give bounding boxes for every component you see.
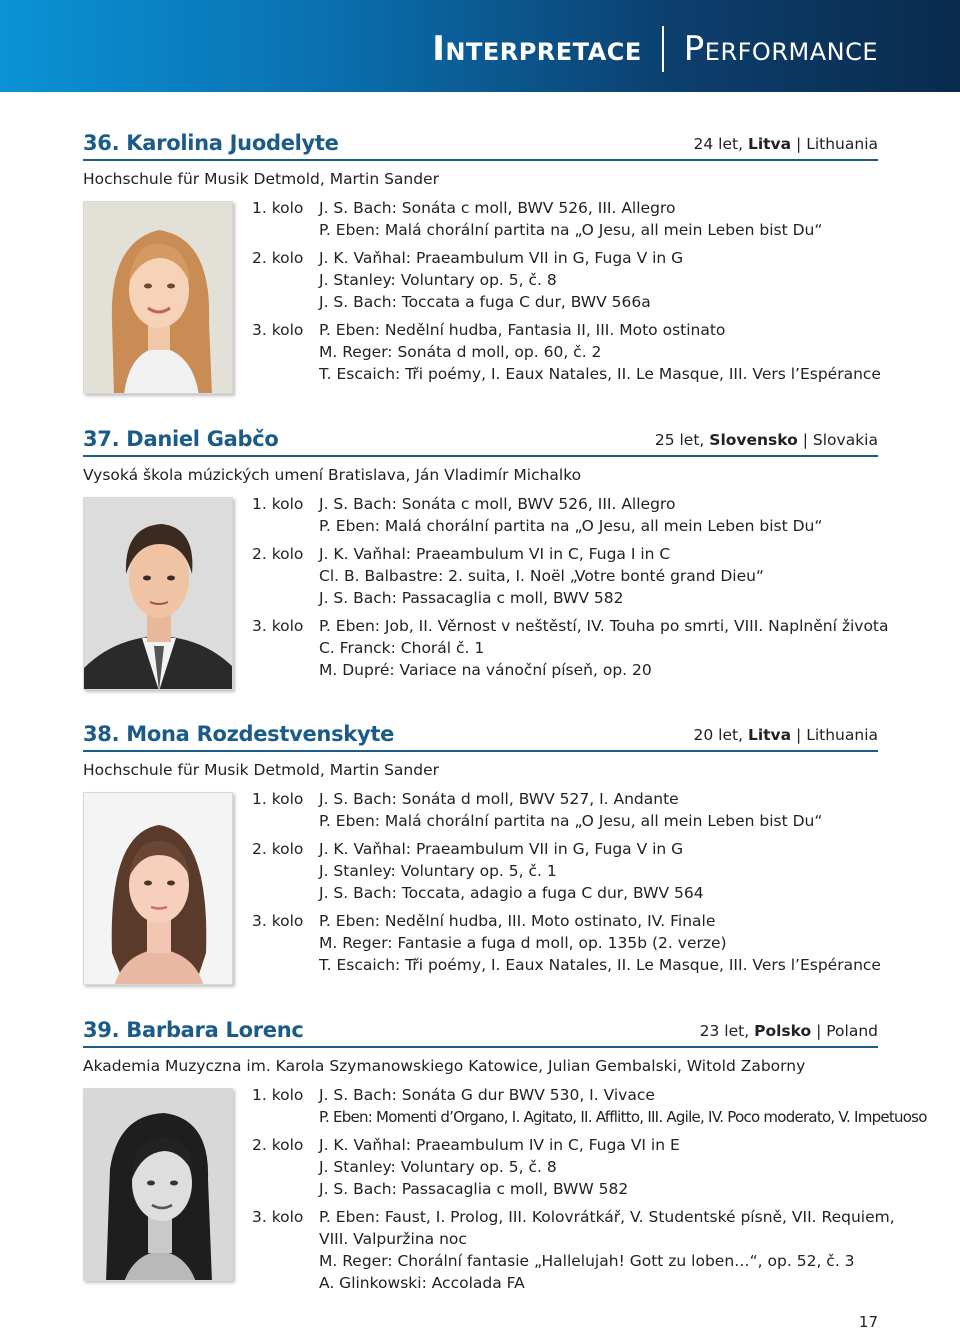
repertoire-item: J. S. Bach: Toccata, adagio a fuga C dur, BWV 564 bbox=[319, 884, 704, 902]
repertoire-item: J. K. Vaňhal: Praeambulum VI in C, Fuga I in C bbox=[319, 545, 671, 563]
performer-country-en: Poland bbox=[826, 1022, 878, 1040]
repertoire-item: T. Escaich: Tři poémy, I. Eaux Natales, II. Le Masque, III. Vers l’Espérance bbox=[319, 365, 881, 383]
section-title bbox=[432, 24, 878, 74]
performer-name: 37. Daniel Gabčo bbox=[83, 427, 279, 451]
performer-country-cz: Slovensko bbox=[709, 431, 798, 449]
repertoire-item: J. Stanley: Voluntary op. 5, č. 8 bbox=[319, 271, 557, 289]
entry-header bbox=[83, 1018, 878, 1048]
repertoire-item: VIII. Valpuržina noc bbox=[319, 1230, 467, 1248]
portrait-image bbox=[84, 793, 233, 985]
round-label: 2. kolo bbox=[252, 545, 304, 563]
repertoire-item: C. Franck: Chorál č. 1 bbox=[319, 639, 485, 657]
performer-entry bbox=[83, 722, 881, 974]
performer-age: 20 let, bbox=[693, 726, 744, 744]
performer-school: Hochschule für Musik Detmold, Martin Sander bbox=[83, 170, 439, 188]
performer-name: 36. Karolina Juodelyte bbox=[83, 131, 339, 155]
repertoire-item: J. K. Vaňhal: Praeambulum VII in G, Fuga V in G bbox=[319, 249, 684, 267]
performer-entry bbox=[83, 1018, 927, 1292]
performer-photo bbox=[83, 497, 233, 690]
performer-country-en: Lithuania bbox=[806, 726, 878, 744]
performer-school: Hochschule für Musik Detmold, Martin Sander bbox=[83, 761, 439, 779]
repertoire-item: J. S. Bach: Passacaglia c moll, BWW 582 bbox=[319, 1180, 629, 1198]
performer-school: Akademia Muzyczna im. Karola Szymanowskiego Katowice, Julian Gembalski, Witold Zaborny bbox=[83, 1057, 806, 1075]
repertoire-item: M. Reger: Sonáta d moll, op. 60, č. 2 bbox=[319, 343, 602, 361]
performer-country-en: Lithuania bbox=[806, 135, 878, 153]
performer-age: 24 let, bbox=[693, 135, 744, 153]
performer-school: Vysoká škola múzických umení Bratislava, Ján Vladimír Michalko bbox=[83, 466, 582, 484]
repertoire-rounds bbox=[252, 197, 881, 391]
performer-age: 23 let, bbox=[699, 1022, 750, 1040]
round bbox=[252, 197, 881, 241]
round-label: 3. kolo bbox=[252, 321, 304, 339]
repertoire-item: J. Stanley: Voluntary op. 5, č. 8 bbox=[319, 1158, 557, 1176]
round bbox=[252, 788, 881, 832]
performer-photo bbox=[83, 1088, 233, 1281]
round-label: 3. kolo bbox=[252, 617, 304, 635]
performer-entry bbox=[83, 427, 889, 679]
repertoire-item: T. Escaich: Tři poémy, I. Eaux Natales, II. Le Masque, III. Vers l’Espérance bbox=[319, 956, 881, 974]
repertoire-item: J. S. Bach: Sonáta d moll, BWV 527, I. Andante bbox=[319, 790, 679, 808]
repertoire-item: J. S. Bach: Sonáta G dur BWV 530, I. Vivace bbox=[319, 1086, 655, 1104]
portrait-image bbox=[84, 202, 233, 394]
performer-photo bbox=[83, 792, 233, 985]
round bbox=[252, 493, 889, 537]
repertoire-item: A. Glinkowski: Accolada FA bbox=[319, 1274, 525, 1292]
repertoire-item: P. Eben: Malá chorální partita na „O Jesu, all mein Leben bist Du“ bbox=[319, 812, 823, 830]
performer-name: 38. Mona Rozdestvenskyte bbox=[83, 722, 395, 746]
repertoire-item: J. S. Bach: Toccata a fuga C dur, BWV 566a bbox=[319, 293, 651, 311]
performer-country-en: Slovakia bbox=[812, 431, 878, 449]
performer-country-cz: Litva bbox=[747, 726, 792, 744]
repertoire-item: P. Eben: Malá chorální partita na „O Jesu, all mein Leben bist Du“ bbox=[319, 221, 823, 239]
performer-meta: 24 let, Litva | Lithuania bbox=[693, 135, 878, 153]
repertoire-item: P. Eben: Nedělní hudba, Fantasia II, III. Moto ostinato bbox=[319, 321, 726, 339]
entry-header bbox=[83, 722, 878, 752]
round-label: 2. kolo bbox=[252, 249, 304, 267]
section-title-czech: Interpretace bbox=[432, 29, 642, 69]
repertoire-item: J. S. Bach: Passacaglia c moll, BWV 582 bbox=[319, 589, 624, 607]
round-label: 2. kolo bbox=[252, 1136, 304, 1154]
round bbox=[252, 247, 881, 313]
repertoire-rounds bbox=[252, 493, 889, 687]
round bbox=[252, 1206, 927, 1294]
repertoire-item: P. Eben: Nedělní hudba, III. Moto ostinato, IV. Finale bbox=[319, 912, 716, 930]
repertoire-item: P. Eben: Faust, I. Prolog, III. Kolovrátkář, V. Studentské písně, VII. Requiem, bbox=[319, 1208, 895, 1226]
round bbox=[252, 1084, 927, 1128]
repertoire-item: P. Eben: Momenti d’Organo, I. Agitato, II. Afflitto, III. Agile, IV. Poco moderato, V. Impetuoso bbox=[319, 1108, 927, 1126]
performer-entry bbox=[83, 131, 881, 383]
round-label: 1. kolo bbox=[252, 199, 304, 217]
repertoire-item: M. Dupré: Variace na vánoční píseň, op. 20 bbox=[319, 661, 652, 679]
performer-meta: 25 let, Slovensko | Slovakia bbox=[654, 431, 878, 449]
round-label: 2. kolo bbox=[252, 840, 304, 858]
performer-name: 39. Barbara Lorenc bbox=[83, 1018, 304, 1042]
round-label: 3. kolo bbox=[252, 912, 304, 930]
performer-age: 25 let, bbox=[654, 431, 705, 449]
round bbox=[252, 910, 881, 976]
repertoire-item: J. Stanley: Voluntary op. 5, č. 1 bbox=[319, 862, 557, 880]
performer-photo bbox=[83, 201, 233, 394]
entry-header bbox=[83, 427, 878, 457]
repertoire-item: M. Reger: Fantasie a fuga d moll, op. 135b (2. verze) bbox=[319, 934, 727, 952]
repertoire-item: J. S. Bach: Sonáta c moll, BWV 526, III. Allegro bbox=[319, 495, 676, 513]
round-label: 1. kolo bbox=[252, 790, 304, 808]
round-label: 1. kolo bbox=[252, 495, 304, 513]
entry-header bbox=[83, 131, 878, 161]
repertoire-item: J. K. Vaňhal: Praeambulum VII in G, Fuga V in G bbox=[319, 840, 684, 858]
header-banner bbox=[0, 0, 960, 92]
performer-meta: 23 let, Polsko | Poland bbox=[699, 1022, 878, 1040]
round bbox=[252, 543, 889, 609]
round bbox=[252, 319, 881, 385]
round-label: 1. kolo bbox=[252, 1086, 304, 1104]
repertoire-item: Cl. B. Balbastre: 2. suita, I. Noël „Votre bonté grand Dieu“ bbox=[319, 567, 764, 585]
repertoire-item: P. Eben: Malá chorální partita na „O Jesu, all mein Leben bist Du“ bbox=[319, 517, 823, 535]
performer-country-cz: Polsko bbox=[754, 1022, 812, 1040]
performer-meta: 20 let, Litva | Lithuania bbox=[693, 726, 878, 744]
portrait-image bbox=[84, 1089, 233, 1281]
repertoire-rounds bbox=[252, 788, 881, 982]
round bbox=[252, 838, 881, 904]
performer-country-cz: Litva bbox=[747, 135, 792, 153]
portrait-image bbox=[84, 498, 233, 690]
round bbox=[252, 615, 889, 681]
repertoire-item: J. S. Bach: Sonáta c moll, BWV 526, III. Allegro bbox=[319, 199, 676, 217]
section-title-english: Performance bbox=[683, 29, 878, 69]
round-label: 3. kolo bbox=[252, 1208, 304, 1226]
round bbox=[252, 1134, 927, 1200]
repertoire-item: P. Eben: Job, II. Věrnost v neštěstí, IV. Touha po smrti, VIII. Naplnění života bbox=[319, 617, 889, 635]
repertoire-rounds bbox=[252, 1084, 927, 1300]
repertoire-item: M. Reger: Chorální fantasie „Hallelujah! Gott zu loben…“, op. 52, č. 3 bbox=[319, 1252, 855, 1270]
title-divider bbox=[662, 26, 664, 72]
page-number: 17 bbox=[858, 1313, 878, 1331]
repertoire-item: J. K. Vaňhal: Praeambulum IV in C, Fuga VI in E bbox=[319, 1136, 680, 1154]
